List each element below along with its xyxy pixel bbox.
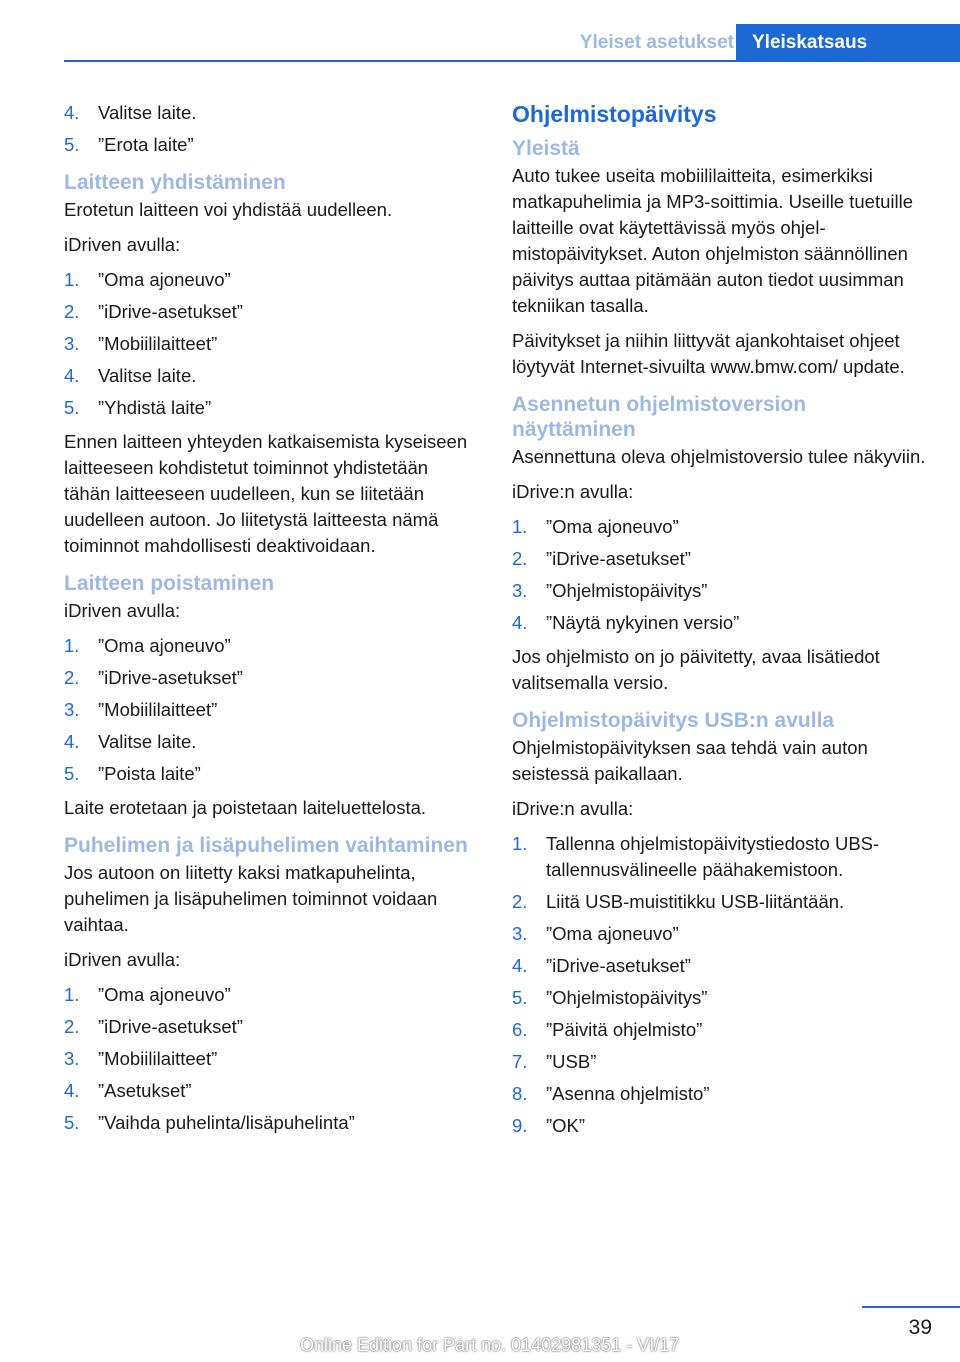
list-item-text: ”Erota laite” (98, 134, 194, 155)
list-item-number: 4. (64, 365, 80, 386)
list-item-number: 2. (64, 667, 80, 688)
list-item (512, 889, 932, 915)
list-item-number: 5. (64, 763, 80, 784)
list-item-text: ”Mobiililaitteet” (98, 699, 218, 720)
page-number-rule (862, 1306, 960, 1308)
version-note: Jos ohjelmisto on jo päivitetty, avaa lisätiedot valitsemalla versio. (512, 646, 880, 693)
list-item-text: ”Poista laite” (98, 763, 201, 784)
page-number: 39 (908, 1316, 932, 1339)
list-item-text: ”iDrive-asetukset” (98, 301, 243, 322)
list-item-text: ”Asenna ohjelmisto” (546, 1083, 710, 1104)
list-item-number: 5. (64, 1112, 80, 1133)
switch-intro: Jos autoon on liitetty kaksi matkapuhelinta, puhelimen ja lisäpuhelimen toiminnot voidaan vaihtaa. (64, 862, 438, 935)
list-item (64, 729, 474, 755)
list-item (512, 514, 932, 540)
list-item-text: ”Oma ajoneuvo” (98, 984, 231, 1005)
list-item-number: 4. (64, 102, 80, 123)
list-item (64, 1014, 474, 1040)
list-item-number: 4. (512, 955, 528, 976)
list-item-text: ”iDrive-asetukset” (546, 548, 691, 569)
list-item-number: 1. (512, 516, 528, 537)
list-item-text: Liitä USB-muistitikku USB-liitäntään. (546, 891, 845, 912)
list-item-number: 2. (64, 1016, 80, 1037)
list-item-number: 4. (512, 612, 528, 633)
list-item-text: ”OK” (546, 1115, 586, 1136)
list-item-text: ”Ohjelmistopäivitys” (546, 580, 708, 601)
list-item (64, 363, 474, 389)
list-item (64, 665, 474, 691)
list-item-number: 1. (64, 635, 80, 656)
header-active-tab: Yleiskatsaus (736, 24, 960, 62)
remove-heading: Laitteen poistaminen (64, 572, 275, 595)
list-item-text: ”Vaihda puhelinta/lisäpuhelinta” (98, 1112, 355, 1133)
list-item (64, 1046, 474, 1072)
list-item-number: 3. (64, 1048, 80, 1069)
general-paragraph-1: Auto tukee useita mobiililaitteita, esimerkiksi matkapuhelimia ja MP3-soittimia. Useille tuetuille laitteille ovat käytettävissä myös ohjelmistopäivitykset. Auton ohjelmiston säännöllinen päivitys auttaa pitämään auton tiedot uusimman tekniikan tasalla. (512, 165, 913, 316)
list-item-number: 5. (512, 987, 528, 1008)
list-item (64, 100, 474, 126)
version-step-list (512, 514, 932, 636)
list-item (64, 395, 474, 421)
right-column (512, 100, 932, 1147)
list-item (512, 610, 932, 636)
list-item (512, 921, 932, 947)
version-intro: Asennettuna oleva ohjelmistoversio tulee näkyviin. (512, 446, 926, 467)
list-item (512, 1017, 932, 1043)
header-section-tab: Yleiset asetukset (579, 32, 734, 53)
list-item-number: 3. (512, 923, 528, 944)
list-item-text: ”Oma ajoneuvo” (98, 269, 231, 290)
general-heading: Yleistä (512, 137, 580, 160)
connect-note: Ennen laitteen yhteyden katkaisemista kyseiseen laitteeseen kohdistetut toiminnot yhdistetään tähän laitteeseen uudelleen, kun se liitetään uudelleen autoon. Jo liitetystä laitteesta nämä toiminnot mahdollisesti deaktivoidaan. (64, 431, 468, 556)
list-item-text: ”Mobiililaitteet” (98, 1048, 218, 1069)
list-item-number: 3. (64, 699, 80, 720)
list-item-number: 3. (64, 333, 80, 354)
software-update-heading: Ohjelmistopäivitys (512, 101, 717, 127)
list-item-number: 8. (512, 1083, 528, 1104)
connect-heading: Laitteen yhdistäminen (64, 171, 286, 194)
list-item-text: Valitse laite. (98, 102, 197, 123)
footer-edition: Online Edition for Part no. 01402981351 - VI/17 (300, 1335, 680, 1355)
list-item (64, 697, 474, 723)
list-item (64, 982, 474, 1008)
usb-step-list (512, 831, 932, 1139)
list-item-number: 2. (64, 301, 80, 322)
switch-step-list (64, 982, 474, 1136)
list-item-text: ”Oma ajoneuvo” (546, 516, 679, 537)
list-item (64, 761, 474, 787)
left-column (64, 100, 474, 1144)
list-item (64, 1110, 474, 1136)
list-item-number: 6. (512, 1019, 528, 1040)
list-item (512, 546, 932, 572)
list-item (64, 633, 474, 659)
connect-intro: Erotetun laitteen voi yhdistää uudelleen. (64, 199, 393, 220)
version-via: iDrive:n avulla: (512, 481, 634, 502)
list-item-text: ”Oma ajoneuvo” (98, 635, 231, 656)
list-item-number: 1. (64, 269, 80, 290)
version-heading: Asennetun ohjelmistoversion näyttäminen (512, 393, 807, 441)
list-item-text: ”Asetukset” (98, 1080, 192, 1101)
list-item-text: ”Näytä nykyinen versio” (546, 612, 740, 633)
list-item-text: ”iDrive-asetukset” (98, 1016, 243, 1037)
list-item-number: 1. (512, 833, 528, 854)
list-item (512, 985, 932, 1011)
remove-step-list (64, 633, 474, 787)
list-item-text: Valitse laite. (98, 731, 197, 752)
list-item-text: ”Päivitä ohjelmisto” (546, 1019, 703, 1040)
list-item-number: 4. (64, 1080, 80, 1101)
switch-via: iDriven avulla: (64, 949, 181, 970)
switch-heading: Puhelimen ja lisäpuhelimen vaihtaminen (64, 834, 468, 857)
list-item-number: 7. (512, 1051, 528, 1072)
connect-step-list (64, 267, 474, 421)
list-item-text: Valitse laite. (98, 365, 197, 386)
list-item (512, 578, 932, 604)
list-item-number: 3. (512, 580, 528, 601)
list-item (64, 331, 474, 357)
list-item-number: 2. (512, 548, 528, 569)
remove-via: iDriven avulla: (64, 600, 181, 621)
list-item-text: ”Yhdistä laite” (98, 397, 212, 418)
list-item-number: 5. (64, 134, 80, 155)
list-item-text: ”iDrive-asetukset” (98, 667, 243, 688)
list-item (512, 1081, 932, 1107)
list-item (512, 1049, 932, 1075)
general-paragraph-2: Päivitykset ja niihin liittyvät ajankohtaiset ohjeet löytyvät Internet-sivuilta www.bmw.com/ update. (512, 330, 905, 377)
connect-via: iDriven avulla: (64, 234, 181, 255)
usb-via: iDrive:n avulla: (512, 798, 634, 819)
list-item (512, 1113, 932, 1139)
usb-intro: Ohjelmistopäivityksen saa tehdä vain auton seistessä paikallaan. (512, 737, 868, 784)
list-item (64, 299, 474, 325)
list-item-text: Tallenna ohjelmistopäivitystiedosto UBS-tallennusvälineelle päähakemistoon. (546, 833, 880, 880)
list-item-number: 1. (64, 984, 80, 1005)
top-step-list (64, 100, 474, 158)
list-item (64, 1078, 474, 1104)
list-item-text: ”iDrive-asetukset” (546, 955, 691, 976)
list-item-text: ”USB” (546, 1051, 597, 1072)
remove-note: Laite erotetaan ja poistetaan laiteluettelosta. (64, 797, 427, 818)
list-item-text: ”Mobiililaitteet” (98, 333, 218, 354)
list-item-text: ”Oma ajoneuvo” (546, 923, 679, 944)
list-item-number: 9. (512, 1115, 528, 1136)
list-item (64, 267, 474, 293)
list-item-number: 4. (64, 731, 80, 752)
list-item (512, 831, 932, 883)
list-item-number: 2. (512, 891, 528, 912)
list-item-number: 5. (64, 397, 80, 418)
usb-heading: Ohjelmistopäivitys USB:n avulla (512, 709, 835, 732)
list-item-text: ”Ohjelmistopäivitys” (546, 987, 708, 1008)
list-item (64, 132, 474, 158)
list-item (512, 953, 932, 979)
